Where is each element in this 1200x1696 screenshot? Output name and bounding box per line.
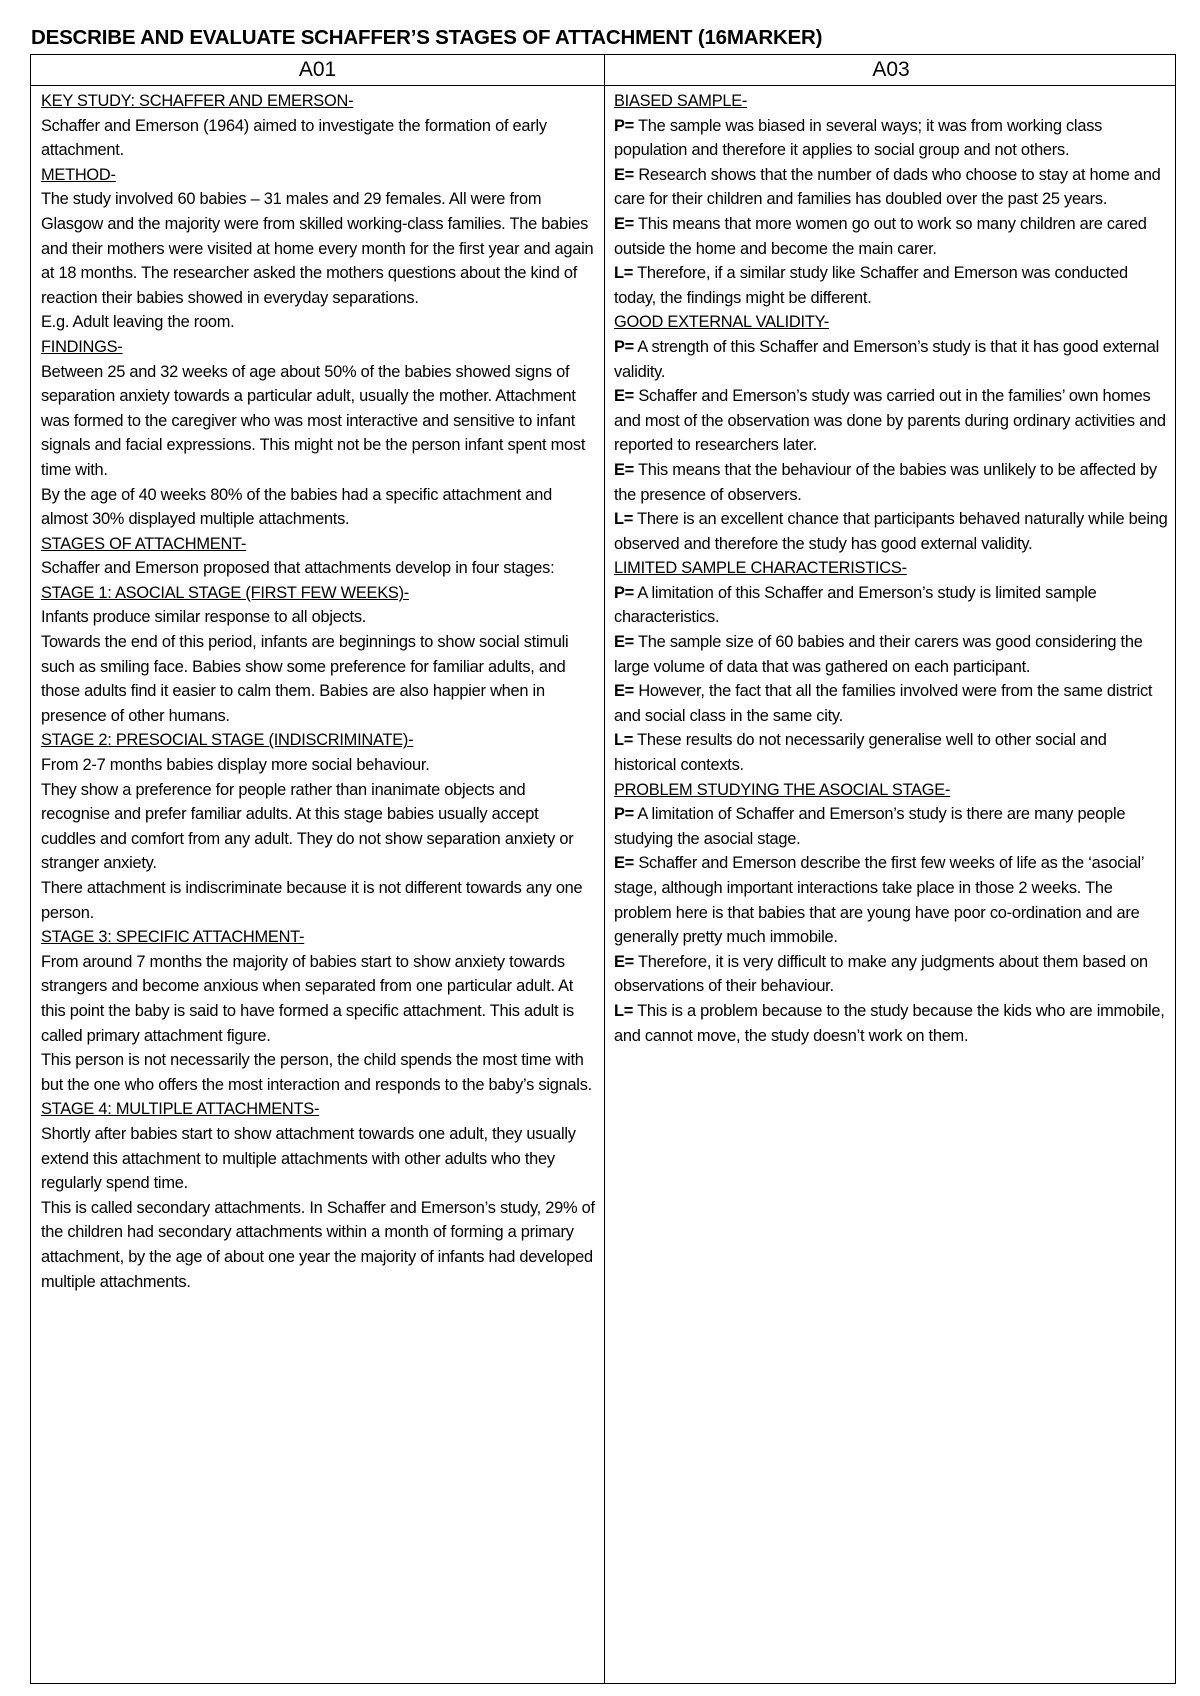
point-label: E= [614, 387, 635, 406]
section-heading: STAGE 2: PRESOCIAL STAGE (INDISCRIMINATE)- [41, 731, 414, 750]
body-paragraph: Between 25 and 32 weeks of age about 50% of the babies showed signs of separation anxiety towards a particular adult, usually the mother. Attachment was formed to the caregiver who was most interactive and sensitive to infant signals and facial expressions. This might not be the person infant spent most time with. [41, 362, 586, 479]
section-heading: STAGE 4: MULTIPLE ATTACHMENTS- [41, 1100, 320, 1119]
a03-column-content [614, 89, 1170, 1048]
point-text: This means that the behaviour of the babies was unlikely to be affected by the presence of observers. [614, 460, 1157, 504]
body-paragraph: E.g. Adult leaving the room. [41, 313, 235, 332]
section-heading: BIASED SAMPLE- [614, 92, 748, 110]
point-label: L= [614, 510, 634, 529]
essay-table [30, 54, 1176, 1684]
point-text: Therefore, it is very difficult to make any judgments about them based on observations of their behaviour. [614, 952, 1148, 996]
section-heading: PROBLEM STUDYING THE ASOCIAL STAGE- [614, 780, 951, 799]
a01-column-header: A01 [298, 58, 337, 81]
section-heading: GOOD EXTERNAL VALIDITY- [614, 313, 829, 332]
point-label: L= [614, 731, 634, 750]
body-paragraph: Towards the end of this period, infants are beginnings to show social stimuli such as smiling face. Babies show some preference for familiar adults, and those adults find it easier to calm them. Babies are also happier when in presence of other humans. [41, 633, 569, 725]
point-text: This is a problem because to the study because the kids who are immobile, and cannot move, the study doesn’t work on them. [614, 1001, 1165, 1045]
body-paragraph: Schaffer and Emerson (1964) aimed to investigate the formation of early attachment. [41, 116, 547, 160]
point-label: E= [614, 633, 635, 652]
header-divider [31, 85, 1175, 86]
point-text: The sample size of 60 babies and their carers was good considering the large volume of data that was gathered on each participant. [614, 633, 1143, 676]
evaluation-point [614, 728, 1170, 777]
point-label: E= [614, 165, 635, 184]
point-text: These results do not necessarily generalise well to other social and historical contexts. [614, 731, 1107, 775]
evaluation-point [614, 679, 1170, 728]
point-label: L= [614, 264, 634, 283]
point-text: A limitation of this Schaffer and Emerson’s study is limited sample characteristics. [614, 583, 1097, 627]
point-label: L= [614, 1001, 634, 1020]
point-text: A limitation of Schaffer and Emerson’s study is there are many people studying the asocial stage. [614, 805, 1126, 848]
evaluation-point [614, 581, 1170, 630]
a03-column-header: A03 [872, 58, 910, 81]
point-text: Therefore, if a similar study like Schaffer and Emerson was conducted today, the findings might be different. [614, 264, 1128, 307]
section-heading: LIMITED SAMPLE CHARACTERISTICS- [614, 559, 907, 578]
evaluation-point [614, 114, 1170, 163]
evaluation-point [614, 630, 1170, 679]
body-paragraph: From 2-7 months babies display more social behaviour. [41, 756, 430, 775]
evaluation-point [614, 212, 1170, 261]
body-paragraph: The study involved 60 babies – 31 males and 29 females. All were from Glasgow and the majority were from skilled working-class families. The babies and their mothers were visited at home every month for the first year and again at 18 months. The researcher asked the mothers questions about the kind of reaction their babies showed in everyday separations. [41, 190, 594, 307]
body-paragraph: Schaffer and Emerson proposed that attachments develop in four stages: [41, 559, 555, 578]
a01-column-content [41, 89, 597, 1294]
evaluation-point [614, 261, 1170, 310]
point-label: P= [614, 116, 635, 135]
evaluation-point [614, 335, 1170, 384]
point-text: Schaffer and Emerson describe the first few weeks of life as the ‘asocial’ stage, although important interactions take place in those 2 weeks. The problem here is that babies that are young have poor co-ordination and are generally pretty much immobile. [614, 854, 1144, 947]
evaluation-point [614, 802, 1170, 851]
evaluation-point [614, 458, 1170, 507]
body-paragraph: There attachment is indiscriminate because it is not different towards any one person. [41, 879, 583, 922]
point-text: This means that more women go out to work so many children are cared outside the home and become the main carer. [614, 214, 1147, 258]
body-paragraph: They show a preference for people rather than inanimate objects and recognise and prefer familiar adults. At this stage babies usually accept cuddles and comfort from any adult. They do not show separation anxiety or stranger anxiety. [41, 780, 574, 873]
body-paragraph: This is called secondary attachments. In Schaffer and Emerson’s study, 29% of the children had secondary attachments within a month of forming a primary attachment, by the age of about one year the majority of infants had developed multiple attachments. [41, 1198, 595, 1291]
point-text: There is an excellent chance that participants behaved naturally while being observed and therefore the study has good external validity. [614, 510, 1168, 553]
section-heading: FINDINGS- [41, 337, 123, 356]
evaluation-point [614, 999, 1170, 1048]
section-heading: METHOD- [41, 165, 116, 184]
point-label: P= [614, 337, 635, 356]
section-heading: STAGES OF ATTACHMENT- [41, 534, 247, 553]
point-text: A strength of this Schaffer and Emerson’s study is that it has good external validity. [614, 337, 1160, 381]
body-paragraph: By the age of 40 weeks 80% of the babies had a specific attachment and almost 30% displayed multiple attachments. [41, 485, 552, 529]
body-paragraph: From around 7 months the majority of babies start to show anxiety towards strangers and become anxious when separated from one particular adult. At this point the baby is said to have formed a specific attachment. This adult is called primary attachment figure. [41, 952, 574, 1045]
column-divider [604, 55, 605, 1683]
point-label: P= [614, 583, 635, 602]
evaluation-point [614, 507, 1170, 556]
point-label: E= [614, 854, 635, 873]
point-label: E= [614, 952, 635, 971]
evaluation-point [614, 851, 1170, 949]
point-text: The sample was biased in several ways; it was from working class population and therefore it applies to social group and not others. [614, 116, 1103, 160]
evaluation-point [614, 950, 1170, 999]
point-label: E= [614, 460, 635, 479]
point-label: E= [614, 682, 635, 701]
point-text: However, the fact that all the families involved were from the same district and social class in the same city. [614, 682, 1153, 725]
point-label: P= [614, 805, 635, 824]
evaluation-point [614, 384, 1170, 458]
body-paragraph: Infants produce similar response to all objects. [41, 608, 367, 627]
body-paragraph: Shortly after babies start to show attachment towards one adult, they usually extend this attachment to multiple attachments with other adults who they regularly spend time. [41, 1124, 576, 1193]
section-heading: STAGE 1: ASOCIAL STAGE (FIRST FEW WEEKS)- [41, 583, 410, 602]
body-paragraph: This person is not necessarily the person, the child spends the most time with but the one who offers the most interaction and responds to the baby’s signals. [41, 1051, 592, 1094]
evaluation-point [614, 163, 1170, 212]
point-text: Research shows that the number of dads who choose to stay at home and care for their children and families has doubled over the past 25 years. [614, 165, 1161, 209]
point-label: E= [614, 214, 635, 233]
section-heading: STAGE 3: SPECIFIC ATTACHMENT- [41, 928, 305, 947]
section-heading: KEY STUDY: SCHAFFER AND EMERSON- [41, 92, 354, 110]
point-text: Schaffer and Emerson’s study was carried out in the families’ own homes and most of the observation was done by parents during ordinary activities and reported to researchers later. [614, 387, 1166, 455]
page-title: DESCRIBE AND EVALUATE SCHAFFER’S STAGES OF ATTACHMENT (16MARKER) [31, 26, 823, 49]
